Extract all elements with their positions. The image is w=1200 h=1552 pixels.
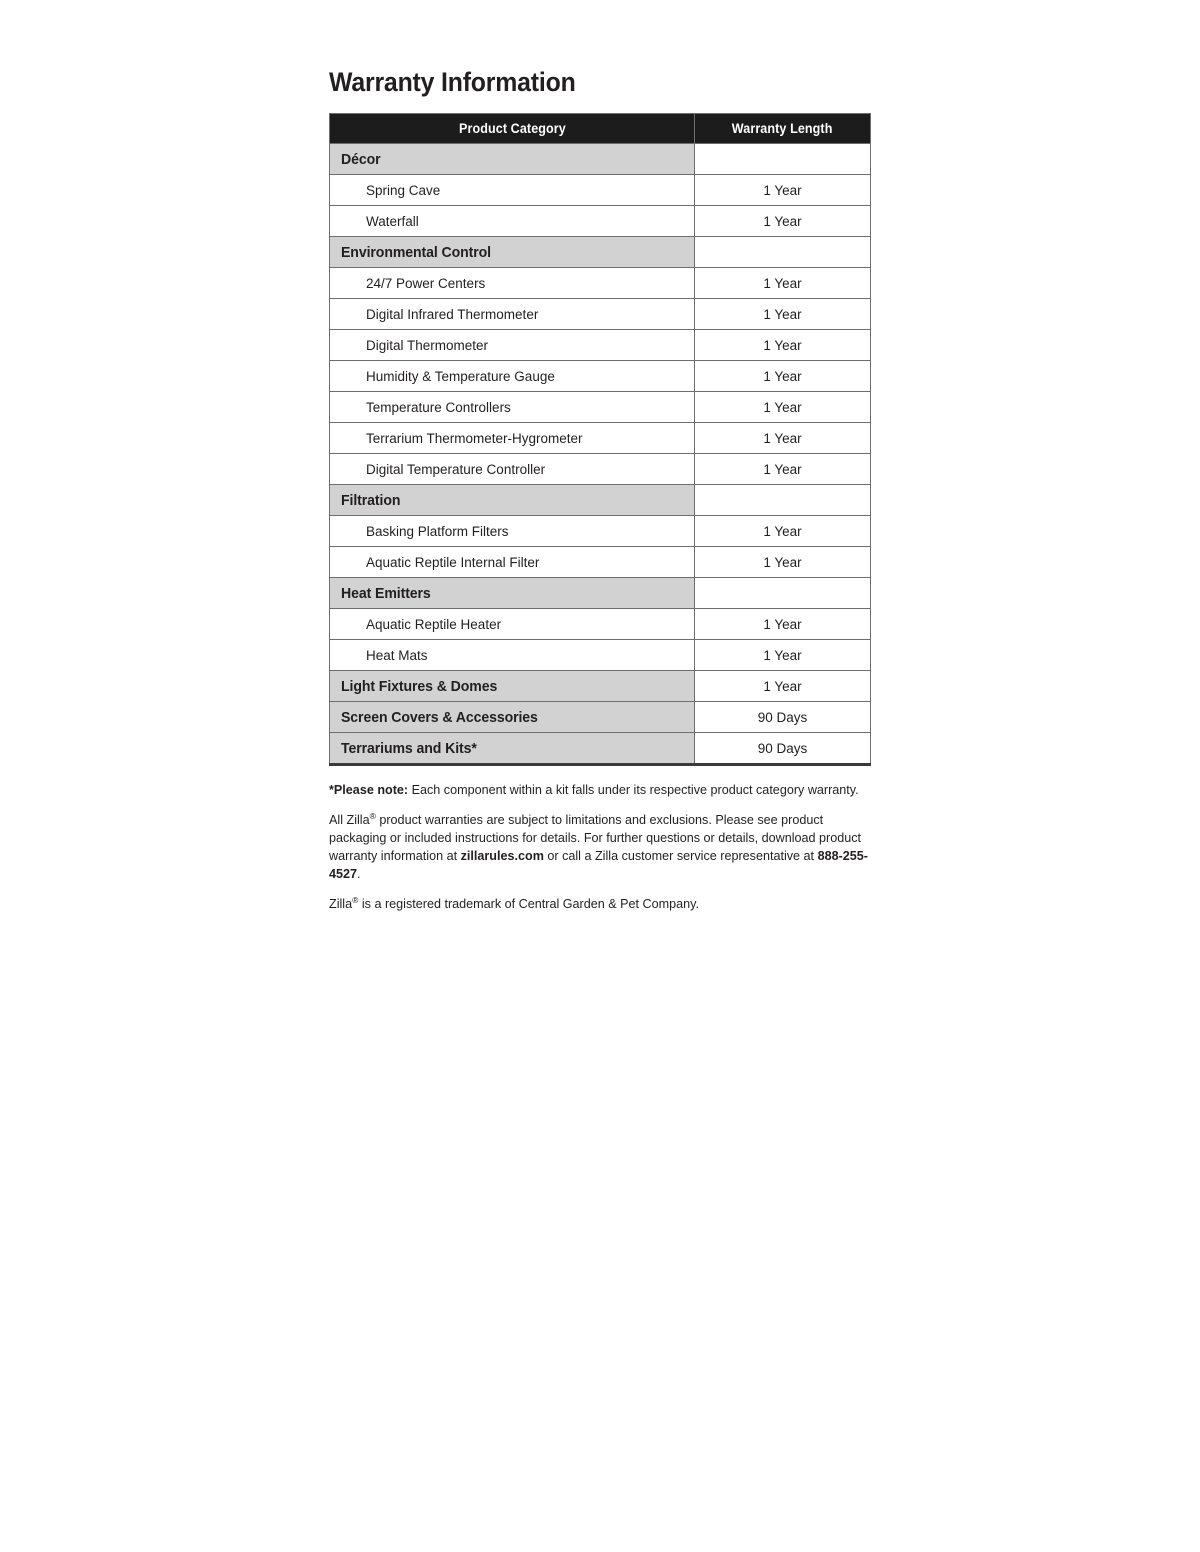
product-category-cell	[330, 547, 695, 578]
product-category-cell	[330, 206, 695, 237]
note-please-note-label: Please note:	[333, 783, 409, 798]
table-header	[330, 114, 871, 144]
warranty-length-cell: 1 Year	[695, 175, 871, 206]
note-please-note	[329, 782, 874, 800]
category-label: 24/7 Power Centers	[366, 275, 486, 291]
category-label: Spring Cave	[366, 182, 441, 198]
disclaimer-text-3: or call a Zilla customer service representative at	[543, 848, 818, 863]
warranty-length-cell: 1 Year	[695, 361, 871, 392]
category-label: Terrarium Thermometer-Hygrometer	[366, 430, 583, 446]
warranty-length-cell	[695, 485, 871, 516]
warranty-length-cell	[695, 237, 871, 268]
category-label: Light Fixtures & Domes	[341, 677, 498, 695]
table-row	[330, 361, 871, 392]
category-label: Aquatic Reptile Heater	[366, 616, 502, 632]
note-asterisk: *	[329, 783, 334, 798]
group-category-cell	[330, 485, 695, 516]
category-label: Temperature Controllers	[366, 399, 511, 415]
table-group-row	[330, 671, 871, 702]
category-label: Heat Emitters	[341, 584, 431, 602]
warranty-table	[329, 113, 871, 766]
warranty-length-cell: 1 Year	[695, 547, 871, 578]
disclaimer-text-4: .	[357, 866, 361, 881]
product-category-cell	[330, 330, 695, 361]
trademark-text-1: Zilla	[329, 896, 353, 911]
table-group-row	[330, 144, 871, 175]
warranty-length-cell: 1 Year	[695, 299, 871, 330]
table-row	[330, 454, 871, 485]
table-row	[330, 175, 871, 206]
page-title: Warranty Information	[329, 67, 576, 97]
table-header-row	[330, 114, 871, 144]
group-category-cell	[330, 671, 695, 702]
registered-mark-icon-2: ®	[352, 894, 359, 905]
category-label: Digital Thermometer	[366, 337, 489, 353]
warranty-length-cell: 90 Days	[695, 733, 871, 765]
table-row	[330, 330, 871, 361]
warranty-length-cell: 1 Year	[695, 640, 871, 671]
warranty-length-cell	[695, 578, 871, 609]
category-label: Digital Temperature Controller	[366, 461, 546, 477]
table-row	[330, 206, 871, 237]
group-category-cell	[330, 144, 695, 175]
table-row	[330, 268, 871, 299]
note-trademark	[329, 896, 874, 914]
table-row	[330, 392, 871, 423]
category-label: Aquatic Reptile Internal Filter	[366, 554, 540, 570]
table-group-row	[330, 702, 871, 733]
group-category-cell	[330, 237, 695, 268]
category-label: Digital Infrared Thermometer	[366, 306, 539, 322]
warranty-length-cell: 1 Year	[695, 609, 871, 640]
group-category-cell	[330, 702, 695, 733]
product-category-cell	[330, 268, 695, 299]
warranty-length-cell: 1 Year	[695, 454, 871, 485]
warranty-length-cell: 1 Year	[695, 330, 871, 361]
zillarules-link[interactable]: zillarules.com	[460, 848, 544, 863]
column-header-warranty-length	[695, 114, 871, 144]
product-category-cell	[330, 454, 695, 485]
content-container	[329, 68, 870, 914]
table-row	[330, 609, 871, 640]
column-header-product-category-label: Product Category	[458, 121, 566, 137]
table-body	[330, 144, 871, 765]
product-category-cell	[330, 392, 695, 423]
product-category-cell	[330, 175, 695, 206]
trademark-text-2: is a registered trademark of Central Garden & Pet Company.	[358, 896, 700, 911]
note-please-note-text: Each component within a kit falls under its respective product category warranty.	[408, 783, 859, 798]
category-label: Basking Platform Filters	[366, 523, 509, 539]
registered-mark-icon: ®	[369, 811, 376, 822]
category-label: Environmental Control	[341, 243, 492, 261]
warranty-length-cell: 1 Year	[695, 423, 871, 454]
product-category-cell	[330, 640, 695, 671]
disclaimer-text-1: All Zilla	[329, 813, 370, 828]
warranty-length-cell	[695, 144, 871, 175]
group-category-cell	[330, 578, 695, 609]
warranty-length-cell: 1 Year	[695, 206, 871, 237]
product-category-cell	[330, 299, 695, 330]
warranty-length-cell: 1 Year	[695, 516, 871, 547]
column-header-warranty-length-label: Warranty Length	[732, 121, 833, 137]
disclaimer-text-2: product warranties are subject to limitations and exclusions. Please see product packaging or included instructions for details. For further questions or details, download product warranty information at	[329, 813, 862, 863]
product-category-cell	[330, 423, 695, 454]
warranty-length-cell: 1 Year	[695, 268, 871, 299]
category-label: Filtration	[341, 491, 401, 509]
category-label: Heat Mats	[366, 647, 428, 663]
table-row	[330, 547, 871, 578]
category-label: Screen Covers & Accessories	[341, 708, 538, 726]
group-category-cell	[330, 733, 695, 765]
footnotes	[329, 782, 874, 913]
warranty-length-cell: 1 Year	[695, 392, 871, 423]
product-category-cell	[330, 361, 695, 392]
table-row	[330, 516, 871, 547]
customer-service-phone[interactable]: 888-255-4527	[329, 848, 868, 881]
warranty-length-cell: 90 Days	[695, 702, 871, 733]
table-group-row	[330, 578, 871, 609]
category-label: Terrariums and Kits*	[341, 739, 477, 757]
table-group-row	[330, 733, 871, 765]
table-group-row	[330, 237, 871, 268]
column-header-product-category	[330, 114, 695, 144]
note-disclaimer	[329, 812, 874, 884]
category-label: Waterfall	[366, 213, 419, 229]
table-row	[330, 423, 871, 454]
product-category-cell	[330, 516, 695, 547]
category-label: Humidity & Temperature Gauge	[366, 368, 555, 384]
product-category-cell	[330, 609, 695, 640]
category-label: Décor	[341, 150, 381, 168]
warranty-length-cell: 1 Year	[695, 671, 871, 702]
table-row	[330, 640, 871, 671]
table-group-row	[330, 485, 871, 516]
table-row	[330, 299, 871, 330]
